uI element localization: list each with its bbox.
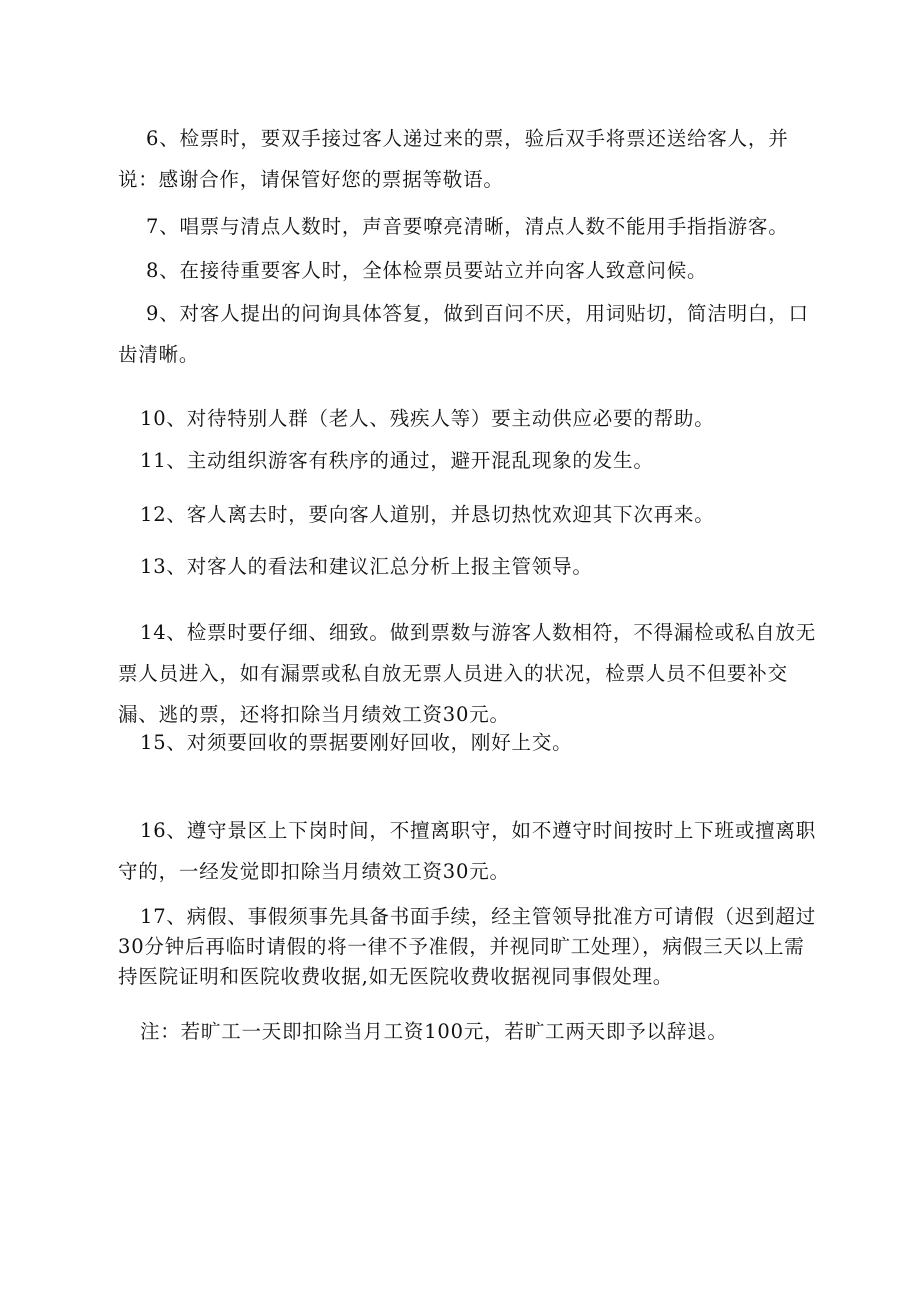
rule-10: 10、对待特别人群（老人、残疾人等）要主动供应必要的帮助。 bbox=[140, 407, 715, 430]
rule-7: 7、唱票与清点人数时，声音要嘹亮清晰，清点人数不能用手指指游客。 bbox=[146, 215, 789, 238]
rule-6: 6、检票时，要双手接过客人递过来的票，验后双手将票还送给客人，并说：感谢合作，请保管好您的票据等敬语。 bbox=[118, 127, 789, 191]
rule-8: 8、在接待重要客人时，全体检票员要站立并向客人致意问候。 bbox=[146, 259, 708, 282]
rule-9: 9、对客人提出的问询具体答复，做到百问不厌，用词贴切，简洁明白，口齿清晰。 bbox=[118, 302, 809, 366]
rule-13: 13、对客人的看法和建议汇总分析上报主管领导。 bbox=[140, 555, 593, 578]
rule-15: 15、对须要回收的票据要刚好回收，刚好上交。 bbox=[140, 731, 573, 754]
rule-14: 14、检票时要仔细、细致。做到票数与游客人数相符，不得漏检或私自放无票人员进入，如有漏票或私自放无票人员进入的状况，检票人员不但要补交漏、逃的票，还将扣除当月绩效工资30元。 bbox=[118, 621, 817, 726]
rule-16: 16、遵守景区上下岗时间，不擅离职守，如不遵守时间按时上下班或擅离职守的，一经发觉即扣除当月绩效工资30元。 bbox=[118, 819, 817, 883]
note: 注：若旷工一天即扣除当月工资100元，若旷工两天即予以辞退。 bbox=[140, 1020, 728, 1043]
rule-12: 12、客人离去时，要向客人道别，并恳切热忱欢迎其下次再来。 bbox=[140, 503, 715, 526]
rule-11: 11、主动组织游客有秩序的通过，避开混乱现象的发生。 bbox=[140, 449, 654, 472]
rule-17: 17、病假、事假须事先具备书面手续，经主管领导批准方可请假（迟到超过30分钟后再临时请假的将一律不予准假，并视同旷工处理），病假三天以上需持医院证明和医院收费收据,如无医院收费收据视同事假处理。 bbox=[118, 905, 817, 988]
